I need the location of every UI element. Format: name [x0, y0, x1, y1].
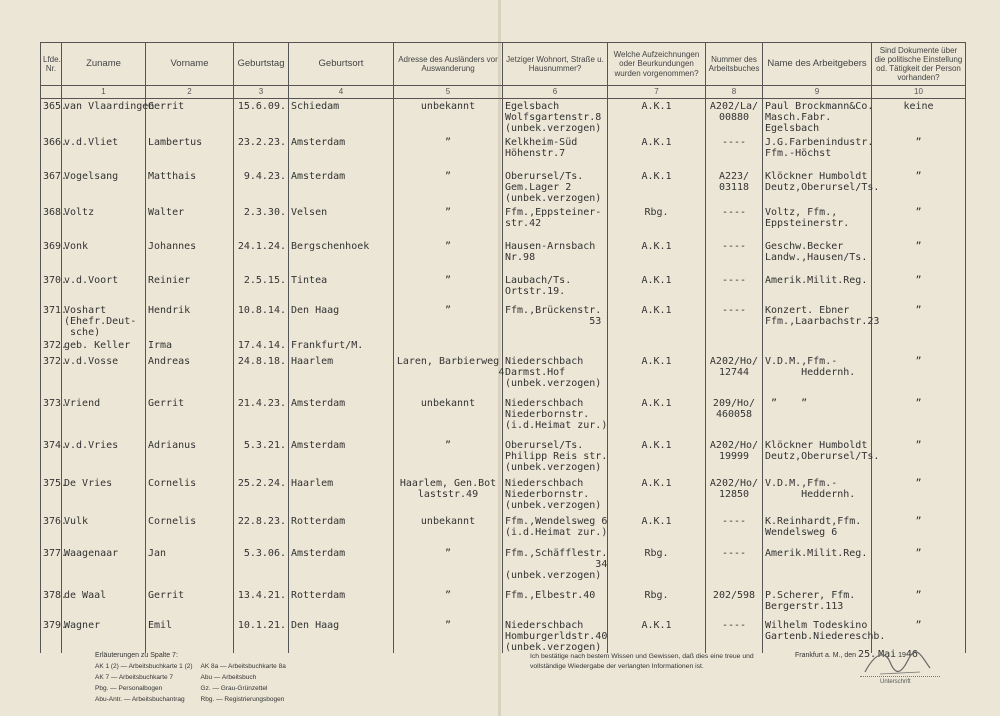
header-cell: Adresse des Ausländers vor Auswanderung: [394, 43, 503, 86]
row-number-cell: 374.: [41, 438, 62, 476]
legend-title: Erläuterungen zu Spalte 7:: [95, 652, 178, 659]
first-name-cell: Johannes: [146, 239, 234, 273]
employer-cell: Amerik.Milit.Reg.: [763, 273, 872, 303]
employer-cell: V.D.M.,Ffm.- Heddernh.: [763, 354, 872, 396]
workbook-number-cell: A202/Ho/ 12744: [706, 354, 763, 396]
employer-cell: Klöckner Humboldt Deutz,Oberursel/Ts.: [763, 438, 872, 476]
date-day: 25.: [858, 649, 877, 660]
prior-address-cell: ”: [394, 169, 503, 205]
prior-address-cell: unbekannt: [394, 99, 503, 135]
date-month: Mai: [878, 649, 897, 660]
birth-place-cell: Frankfurt/M.: [289, 338, 394, 354]
table-row: [41, 169, 966, 205]
table-row: [41, 354, 966, 396]
row-number-cell: 369.: [41, 239, 62, 273]
birth-date-cell: 15.6.09.: [234, 99, 289, 135]
table-row: [41, 476, 966, 514]
workbook-number-cell: ----: [706, 546, 763, 588]
documents-cell: ”: [872, 476, 966, 514]
records-cell: A.K.1: [608, 354, 706, 396]
first-name-cell: Andreas: [146, 354, 234, 396]
table-row: [41, 514, 966, 546]
workbook-number-cell: ----: [706, 618, 763, 653]
employer-cell: P.Scherer, Ffm. Bergerstr.113: [763, 588, 872, 618]
records-cell: A.K.1: [608, 396, 706, 438]
birth-place-cell: Rotterdam: [289, 514, 394, 546]
column-number: 6: [503, 86, 608, 99]
workbook-number-cell: 202/598: [706, 588, 763, 618]
documents-cell: [872, 338, 966, 354]
birth-date-cell: 2.3.30.: [234, 205, 289, 239]
prior-address-cell: unbekannt: [394, 396, 503, 438]
header-cell: Vorname: [146, 43, 234, 86]
records-cell: A.K.1: [608, 169, 706, 205]
table-row: [41, 438, 966, 476]
header-cell: Zuname: [62, 43, 146, 86]
first-name-cell: Cornelis: [146, 476, 234, 514]
birth-date-cell: 24.8.18.: [234, 354, 289, 396]
signature-label: Unterschrift: [880, 679, 911, 685]
table-row: [41, 99, 966, 135]
confirmation-text: Ich bestätige nach bestem Wissen und Gewissen, daß dies eine treue und vollständige Wiedergabe der verlangten Informationen ist.: [530, 653, 754, 670]
workbook-number-cell: A202/La/ 00880: [706, 99, 763, 135]
current-residence-cell: Ffm.,Wendelsweg 6 (i.d.Heimat zur.): [503, 514, 608, 546]
birth-date-cell: 25.2.24.: [234, 476, 289, 514]
row-number-cell: 367.: [41, 169, 62, 205]
legend-item: AK 8a — Arbeitsbuchkarte 8a: [200, 663, 286, 670]
row-number-cell: 366.: [41, 135, 62, 169]
column-number: 7: [608, 86, 706, 99]
legend-item: AK 1 (2) — Arbeitsbuchkarte 1 (2): [95, 663, 193, 670]
table-row: [41, 239, 966, 273]
header-row: [41, 43, 966, 86]
birth-place-cell: Schiedam: [289, 99, 394, 135]
prior-address-cell: unbekannt: [394, 514, 503, 546]
records-cell: A.K.1: [608, 514, 706, 546]
surname-cell: de Waal: [62, 588, 146, 618]
birth-date-cell: 13.4.21.: [234, 588, 289, 618]
surname-cell: De Vries: [62, 476, 146, 514]
foreigner-register-table: [40, 42, 966, 653]
column-number: 8: [706, 86, 763, 99]
records-cell: A.K.1: [608, 239, 706, 273]
employer-cell: Paul Brockmann&Co. Masch.Fabr. Egelsbach: [763, 99, 872, 135]
prior-address-cell: ”: [394, 588, 503, 618]
employer-cell: [763, 338, 872, 354]
column-number: 5: [394, 86, 503, 99]
column-number: 1: [62, 86, 146, 99]
records-cell: Rbg.: [608, 588, 706, 618]
records-cell: A.K.1: [608, 618, 706, 653]
table-row: [41, 396, 966, 438]
row-number-cell: 365.: [41, 99, 62, 135]
row-number-cell: 379.: [41, 618, 62, 653]
birth-place-cell: Amsterdam: [289, 546, 394, 588]
birth-place-cell: Bergschenhoek: [289, 239, 394, 273]
date-year-prefix: 19: [898, 652, 906, 659]
prior-address-cell: [394, 338, 503, 354]
documents-cell: ”: [872, 514, 966, 546]
header-cell: Jetziger Wohnort, Straße u. Hausnummer?: [503, 43, 608, 86]
row-number-cell: 371.: [41, 303, 62, 338]
workbook-number-cell: A202/Ho/ 12850: [706, 476, 763, 514]
surname-cell: Vulk: [62, 514, 146, 546]
signature-line: [860, 676, 940, 677]
birth-place-cell: Den Haag: [289, 303, 394, 338]
current-residence-cell: Niederschbach Darmst.Hof (unbek.verzogen): [503, 354, 608, 396]
header-cell: Welche Aufzeichnungen oder Beurkundungen wurden vorgenommen?: [608, 43, 706, 86]
first-name-cell: Lambertus: [146, 135, 234, 169]
table-row: [41, 588, 966, 618]
records-cell: A.K.1: [608, 135, 706, 169]
surname-cell: Wagner: [62, 618, 146, 653]
birth-place-cell: Amsterdam: [289, 438, 394, 476]
surname-cell: Waagenaar: [62, 546, 146, 588]
workbook-number-cell: ----: [706, 273, 763, 303]
legend-item: Abu-Antr. — Arbeitsbuchantrag: [95, 696, 185, 703]
current-residence-cell: Oberursel/Ts. Philipp Reis str. (unbek.verzogen): [503, 438, 608, 476]
prior-address-cell: ”: [394, 273, 503, 303]
records-cell: A.K.1: [608, 476, 706, 514]
first-name-cell: Gerrit: [146, 396, 234, 438]
workbook-number-cell: ----: [706, 514, 763, 546]
workbook-number-cell: ----: [706, 303, 763, 338]
employer-cell: K.Reinhardt,Ffm. Wendelsweg 6: [763, 514, 872, 546]
surname-cell: van Vlaardingen: [62, 99, 146, 135]
records-cell: [608, 338, 706, 354]
documents-cell: ”: [872, 205, 966, 239]
first-name-cell: Gerrit: [146, 588, 234, 618]
column-number: 10: [872, 86, 966, 99]
row-number-cell: 372.: [41, 338, 62, 354]
first-name-cell: Matthais: [146, 169, 234, 205]
prior-address-cell: Haarlem, Gen.Bot laststr.49: [394, 476, 503, 514]
current-residence-cell: Ffm.,Schäfflestr. 34 (unbek.verzogen): [503, 546, 608, 588]
current-residence-cell: Niederschbach Homburgerldstr.40 (unbek.verzogen): [503, 618, 608, 653]
birth-date-cell: 23.2.23.: [234, 135, 289, 169]
header-cell: Nummer des Arbeitsbuches: [706, 43, 763, 86]
column-number: 3: [234, 86, 289, 99]
workbook-number-cell: A223/ 03118: [706, 169, 763, 205]
employer-cell: Klöckner Humboldt Deutz,Oberursel/Ts.: [763, 169, 872, 205]
surname-cell: v.d.Voort: [62, 273, 146, 303]
first-name-cell: Gerrit: [146, 99, 234, 135]
current-residence-cell: Kelkheim-Süd Höhenstr.7: [503, 135, 608, 169]
documents-cell: ”: [872, 354, 966, 396]
row-number-cell: 368.: [41, 205, 62, 239]
birth-place-cell: Den Haag: [289, 618, 394, 653]
birth-place-cell: Tintea: [289, 273, 394, 303]
documents-cell: ”: [872, 618, 966, 653]
surname-cell: Vriend: [62, 396, 146, 438]
current-residence-cell: Niederschbach Niederbornstr. (unbek.verzogen): [503, 476, 608, 514]
employer-cell: V.D.M.,Ffm.- Heddernh.: [763, 476, 872, 514]
column-number: 9: [763, 86, 872, 99]
row-number-cell: 375.: [41, 476, 62, 514]
employer-cell: Geschw.Becker Landw.,Hausen/Ts.: [763, 239, 872, 273]
legend-item: Gz. — Grau-Grünzettel: [200, 685, 268, 692]
birth-place-cell: Amsterdam: [289, 135, 394, 169]
row-number-cell: 372.: [41, 354, 62, 396]
legend-item: AK 7 — Arbeitsbuchkarte 7: [95, 674, 174, 681]
current-residence-cell: Egelsbach Wolfsgartenstr.8 (unbek.verzogen): [503, 99, 608, 135]
header-cell: Geburtstag: [234, 43, 289, 86]
documents-cell: ”: [872, 169, 966, 205]
workbook-number-cell: ----: [706, 239, 763, 273]
documents-cell: ”: [872, 303, 966, 338]
employer-cell: Wilhelm Todeskino Gartenb.Niedereschb.: [763, 618, 872, 653]
row-number-cell: 373.: [41, 396, 62, 438]
legend-item: Pbg. — Personalbogen: [95, 685, 163, 692]
table-row: [41, 546, 966, 588]
workbook-number-cell: [706, 338, 763, 354]
header-cell: Lfde. Nr.: [41, 43, 62, 86]
current-residence-cell: Ffm.,Brückenstr. 53: [503, 303, 608, 338]
records-cell: A.K.1: [608, 99, 706, 135]
register-rows: [41, 99, 966, 653]
legend: [95, 650, 286, 705]
row-number-cell: 377.: [41, 546, 62, 588]
surname-cell: Vogelsang: [62, 169, 146, 205]
records-cell: A.K.1: [608, 303, 706, 338]
birth-date-cell: 10.1.21.: [234, 618, 289, 653]
employer-cell: Konzert. Ebner Ffm.,Laarbachstr.23: [763, 303, 872, 338]
birth-date-cell: 24.1.24.: [234, 239, 289, 273]
table-row: [41, 205, 966, 239]
surname-cell: v.d.Vries: [62, 438, 146, 476]
first-name-cell: Reinier: [146, 273, 234, 303]
row-number-cell: 378.: [41, 588, 62, 618]
legend-item: Rbg. — Registrierungsbogen: [200, 696, 285, 703]
birth-date-cell: 10.8.14.: [234, 303, 289, 338]
header-cell: Geburtsort: [289, 43, 394, 86]
employer-cell: Amerik.Milit.Reg.: [763, 546, 872, 588]
first-name-cell: Hendrik: [146, 303, 234, 338]
surname-cell: Voltz: [62, 205, 146, 239]
column-number: [41, 86, 62, 99]
prior-address-cell: ”: [394, 239, 503, 273]
surname-cell: geb. Keller: [62, 338, 146, 354]
documents-cell: ”: [872, 546, 966, 588]
birth-date-cell: 5.3.21.: [234, 438, 289, 476]
birth-place-cell: Amsterdam: [289, 396, 394, 438]
birth-date-cell: 2.5.15.: [234, 273, 289, 303]
place-date-prefix: Frankfurt a. M., den: [795, 652, 857, 659]
birth-date-cell: 9.4.23.: [234, 169, 289, 205]
current-residence-cell: Oberursel/Ts. Gem.Lager 2 (unbek.verzogen): [503, 169, 608, 205]
prior-address-cell: ”: [394, 135, 503, 169]
records-cell: Rbg.: [608, 205, 706, 239]
first-name-cell: Cornelis: [146, 514, 234, 546]
employer-cell: ” ”: [763, 396, 872, 438]
column-number-row: [41, 86, 966, 99]
surname-cell: v.d.Vosse: [62, 354, 146, 396]
prior-address-cell: ”: [394, 546, 503, 588]
birth-place-cell: Haarlem: [289, 354, 394, 396]
birth-date-cell: 5.3.06.: [234, 546, 289, 588]
surname-cell: Vonk: [62, 239, 146, 273]
date-year-suffix: 46: [905, 649, 918, 660]
table-row: [41, 273, 966, 303]
prior-address-cell: ”: [394, 438, 503, 476]
row-number-cell: 370.: [41, 273, 62, 303]
birth-place-cell: Rotterdam: [289, 588, 394, 618]
row-number-cell: 376.: [41, 514, 62, 546]
documents-cell: ”: [872, 588, 966, 618]
current-residence-cell: Hausen-Arnsbach Nr.98: [503, 239, 608, 273]
birth-place-cell: Haarlem: [289, 476, 394, 514]
first-name-cell: Irma: [146, 338, 234, 354]
workbook-number-cell: A202/Ho/ 19999: [706, 438, 763, 476]
birth-date-cell: 17.4.14.: [234, 338, 289, 354]
table-row: [41, 135, 966, 169]
prior-address-cell: ”: [394, 303, 503, 338]
birth-date-cell: 21.4.23.: [234, 396, 289, 438]
birth-place-cell: Velsen: [289, 205, 394, 239]
records-cell: A.K.1: [608, 273, 706, 303]
workbook-number-cell: ----: [706, 205, 763, 239]
current-residence-cell: Laubach/Ts. Ortstr.19.: [503, 273, 608, 303]
prior-address-cell: Laren, Barbierweg 4: [394, 354, 503, 396]
first-name-cell: Walter: [146, 205, 234, 239]
records-cell: A.K.1: [608, 438, 706, 476]
current-residence-cell: [503, 338, 608, 354]
prior-address-cell: ”: [394, 205, 503, 239]
documents-cell: ”: [872, 273, 966, 303]
header-cell: Sind Dokumente über die politische Einstellung od. Tätigkeit der Person vorhanden?: [872, 43, 966, 86]
documents-cell: ”: [872, 396, 966, 438]
table-row: [41, 303, 966, 338]
documents-cell: ”: [872, 135, 966, 169]
current-residence-cell: Ffm.,Elbestr.40: [503, 588, 608, 618]
birth-date-cell: 22.8.23.: [234, 514, 289, 546]
table-row: [41, 618, 966, 653]
column-number: 2: [146, 86, 234, 99]
birth-place-cell: Amsterdam: [289, 169, 394, 205]
records-cell: Rbg.: [608, 546, 706, 588]
surname-cell: v.d.Vliet: [62, 135, 146, 169]
first-name-cell: Adrianus: [146, 438, 234, 476]
current-residence-cell: Ffm.,Eppsteiner- str.42: [503, 205, 608, 239]
first-name-cell: Jan: [146, 546, 234, 588]
header-cell: Name des Arbeitgebers: [763, 43, 872, 86]
prior-address-cell: ”: [394, 618, 503, 653]
workbook-number-cell: 209/Ho/ 460058: [706, 396, 763, 438]
legend-item: Abu — Arbeitsbuch: [200, 674, 257, 681]
employer-cell: Voltz, Ffm., Eppsteinerstr.: [763, 205, 872, 239]
column-number: 4: [289, 86, 394, 99]
documents-cell: keine: [872, 99, 966, 135]
workbook-number-cell: ----: [706, 135, 763, 169]
current-residence-cell: Niederschbach Niederbornstr. (i.d.Heimat zur.): [503, 396, 608, 438]
documents-cell: ”: [872, 438, 966, 476]
table-row: [41, 338, 966, 354]
first-name-cell: Emil: [146, 618, 234, 653]
surname-cell: Voshart (Ehefr.Deut- sche): [62, 303, 146, 338]
employer-cell: J.G.Farbenindustr. Ffm.-Höchst: [763, 135, 872, 169]
documents-cell: ”: [872, 239, 966, 273]
